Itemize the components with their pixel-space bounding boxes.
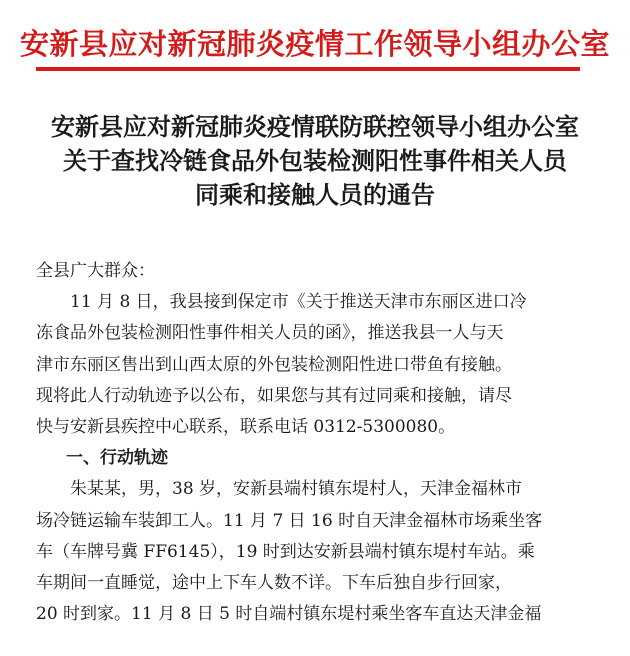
paragraph-line: 20 时到家。11 月 8 日 5 时自端村镇东堤村乘坐客车直达天津金福 — [36, 604, 542, 625]
paragraph-line: 11 月 8 日，我县接到保定市《关于推送天津市东丽区进口冷 — [70, 292, 527, 313]
paragraph-2 — [36, 474, 596, 630]
paragraph-1 — [36, 287, 596, 443]
title-line-2: 关于查找冷链食品外包装检测阳性事件相关人员 — [63, 146, 567, 175]
letterhead-red-rule — [36, 67, 580, 71]
paragraph-line: 快与安新县疾控中心联系，联系电话 0312-5300080。 — [36, 417, 456, 438]
paragraph-line: 津市东丽区售出到山西太原的外包装检测阳性进口带鱼有接触。 — [36, 354, 512, 375]
salutation: 全县广大群众： — [36, 261, 155, 281]
notice-title — [0, 110, 630, 212]
paragraph-line: 车（车牌号冀 FF6145），19 时到达安新县端村镇东堤村车站。乘 — [36, 541, 535, 562]
paragraph-line: 车期间一直睡觉，途中上下车人数不详。下车后独自步行回家， — [36, 573, 512, 594]
paragraph-line: 场冷链运输车装卸工人。11 月 7 日 16 时自天津金福林市场乘坐客 — [36, 510, 543, 531]
paragraph-line: 现将此人行动轨迹予以公布，如果您与其有过同乘和接触，请尽 — [36, 385, 512, 406]
title-line-3: 同乘和接触人员的通告 — [195, 180, 435, 209]
notice-body — [36, 256, 596, 630]
letterhead: 安新县应对新冠肺炎疫情工作领导小组办公室 — [19, 27, 610, 61]
title-line-1: 安新县应对新冠肺炎疫情联防联控领导小组办公室 — [51, 112, 579, 141]
paragraph-line: 朱某某，男，38 岁，安新县端村镇东堤村人，天津金福林市 — [70, 479, 523, 500]
paragraph-line: 冻食品外包装检测阳性事件相关人员的函》，推送我县一人与天 — [36, 323, 504, 344]
section-heading: 一、行动轨迹 — [66, 448, 168, 469]
